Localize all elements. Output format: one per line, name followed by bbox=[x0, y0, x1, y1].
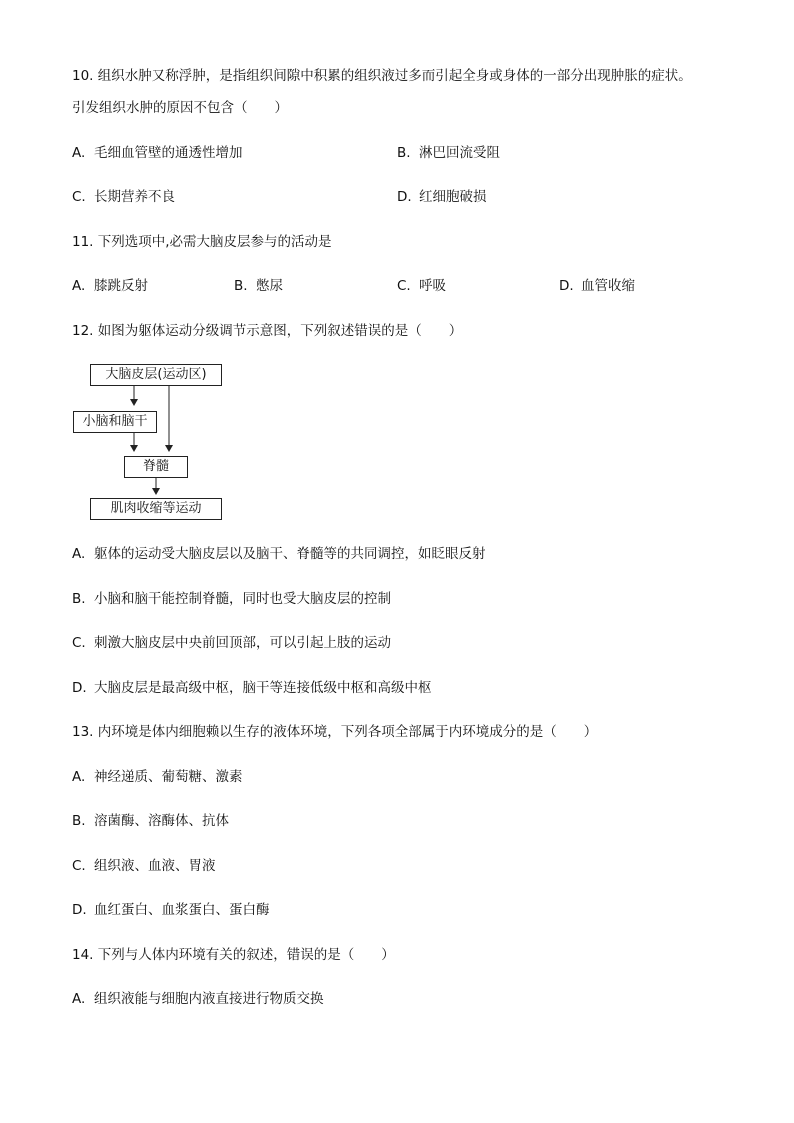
q12-option-d: D. 大脑皮层是最高级中枢，脑干等连接低级中枢和高级中枢 bbox=[72, 680, 432, 696]
q13-option-c: C. 组织液、血液、胃液 bbox=[72, 858, 216, 874]
q10-option-d: D. 红细胞破损 bbox=[397, 189, 487, 205]
q10-option-b: B. 淋巴回流受阻 bbox=[397, 145, 500, 161]
diagram-box-cerebellum: 小脑和脑干 bbox=[73, 411, 157, 433]
q10-stem-line2: 引发组织水肿的原因不包含（ ） bbox=[72, 100, 288, 116]
q14-option-a: A. 组织液能与细胞内液直接进行物质交换 bbox=[72, 991, 324, 1007]
q13-option-b: B. 溶菌酶、溶酶体、抗体 bbox=[72, 813, 229, 829]
diagram-box-cortex: 大脑皮层(运动区) bbox=[90, 364, 222, 386]
q11-option-d: D. 血管收缩 bbox=[559, 278, 635, 294]
q13-stem: 13. 内环境是体内细胞赖以生存的液体环境，下列各项全部属于内环境成分的是（ ） bbox=[72, 724, 598, 740]
q11-option-b: B. 憋尿 bbox=[234, 278, 283, 294]
q11-option-c: C. 呼吸 bbox=[397, 278, 446, 294]
q12-option-c: C. 刺激大脑皮层中央前回顶部，可以引起上肢的运动 bbox=[72, 635, 391, 651]
q10-option-a: A. 毛细血管壁的通透性增加 bbox=[72, 145, 243, 161]
q10-stem-line1: 10. 组织水肿又称浮肿，是指组织间隙中积累的组织液过多而引起全身或身体的一部分出现肿胀的症状。 bbox=[72, 68, 692, 84]
q13-option-a: A. 神经递质、葡萄糖、激素 bbox=[72, 769, 243, 785]
diagram-box-spinal-cord: 脊髓 bbox=[124, 456, 188, 478]
q14-stem: 14. 下列与人体内环境有关的叙述，错误的是（ ） bbox=[72, 947, 395, 963]
q12-option-a: A. 躯体的运动受大脑皮层以及脑干、脊髓等的共同调控，如眨眼反射 bbox=[72, 546, 486, 562]
diagram-box-muscle: 肌肉收缩等运动 bbox=[90, 498, 222, 520]
q12-option-b: B. 小脑和脑干能控制脊髓，同时也受大脑皮层的控制 bbox=[72, 591, 391, 607]
q11-option-a: A. 膝跳反射 bbox=[72, 278, 148, 294]
q10-option-c: C. 长期营养不良 bbox=[72, 189, 175, 205]
q11-stem: 11. 下列选项中,必需大脑皮层参与的活动是 bbox=[72, 234, 332, 250]
q12-stem: 12. 如图为躯体运动分级调节示意图，下列叙述错误的是（ ） bbox=[72, 323, 463, 339]
q13-option-d: D. 血红蛋白、血浆蛋白、蛋白酶 bbox=[72, 902, 270, 918]
